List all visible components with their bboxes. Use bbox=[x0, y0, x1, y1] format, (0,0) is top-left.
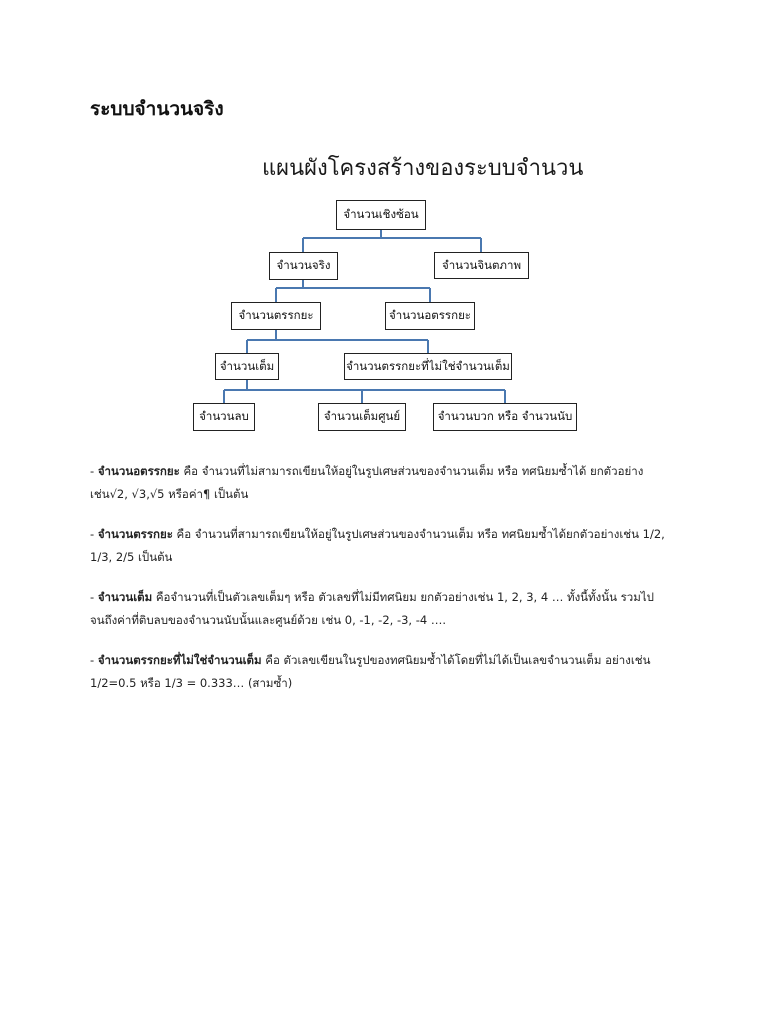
definition-prefix: - bbox=[90, 464, 98, 478]
definition-rational bbox=[90, 523, 680, 569]
node-imaginary-number: จำนวนจินตภาพ bbox=[434, 252, 529, 279]
definition-term: จำนวนเต็ม bbox=[97, 590, 153, 604]
node-integer: จำนวนเต็ม bbox=[215, 353, 279, 380]
node-rational-number: จำนวนตรรกยะ bbox=[231, 302, 321, 330]
node-complex-number: จำนวนเชิงซ้อน bbox=[336, 200, 426, 230]
node-non-integer-rational: จำนวนตรรกยะที่ไม่ใช่จำนวนเต็ม bbox=[344, 353, 512, 380]
definition-term: จำนวนตรรกยะ bbox=[97, 527, 173, 541]
definition-term: จำนวนตรรกยะที่ไม่ใช่จำนวนเต็ม bbox=[97, 653, 262, 667]
definition-integer bbox=[90, 586, 680, 632]
definition-term: จำนวนอตรรกยะ bbox=[97, 464, 180, 478]
definition-non-integer-rational bbox=[90, 649, 680, 695]
definition-text: คือจำนวนที่เป็นตัวเลขเต็มๆ หรือ ตัวเลขที่ไม่มีทศนิยม ยกตัวอย่างเช่น 1, 2, 3, 4 … ทั้งนี้ทั้งนั้น รวมไปจนถึงค่าที่ติบลบของจำนวนนับนั้นและศูนย์ด้วย เช่น 0, -1, -2, -3, -4 …. bbox=[90, 590, 654, 627]
definition-prefix: - bbox=[90, 590, 98, 604]
definition-prefix: - bbox=[90, 527, 98, 541]
definition-text: คือ จำนวนที่สามารถเขียนให้อยู่ในรูปเศษส่วนของจำนวนเต็ม หรือ ทศนิยมซ้ำได้ยกตัวอย่างเช่น 1/2, 1/3, 2/5 เป็นต้น bbox=[90, 527, 665, 564]
definition-text: คือ ตัวเลขเขียนในรูปของทศนิยมซ้ำได้โดยที่ไม่ได้เป็นเลขจำนวนเต็ม อย่างเช่น 1/2=0.5 หรือ 1/3 = 0.333… (สามซ้ำ) bbox=[90, 653, 651, 690]
node-negative-number: จำนวนลบ bbox=[193, 403, 255, 431]
definition-text: คือ จำนวนที่ไม่สามารถเขียนให้อยู่ในรูปเศษส่วนของจำนวนเต็ม หรือ ทศนิยมซ้ำได้ ยกตัวอย่างเช่น√2, √3,√5 หรือค่า¶ เป็นต้น bbox=[90, 464, 644, 501]
diagram-title: แผนผังโครงสร้างของระบบจำนวน bbox=[262, 156, 584, 181]
definition-irrational bbox=[90, 460, 680, 506]
page-title: ระบบจำนวนจริง bbox=[90, 98, 224, 120]
node-positive-counting-number: จำนวนบวก หรือ จำนวนนับ bbox=[433, 403, 577, 431]
node-irrational-number: จำนวนอตรรกยะ bbox=[385, 302, 475, 330]
definitions-list bbox=[90, 460, 680, 712]
definition-prefix: - bbox=[90, 653, 98, 667]
node-real-number: จำนวนจริง bbox=[269, 252, 338, 280]
node-zero: จำนวนเต็มศูนย์ bbox=[318, 403, 406, 431]
